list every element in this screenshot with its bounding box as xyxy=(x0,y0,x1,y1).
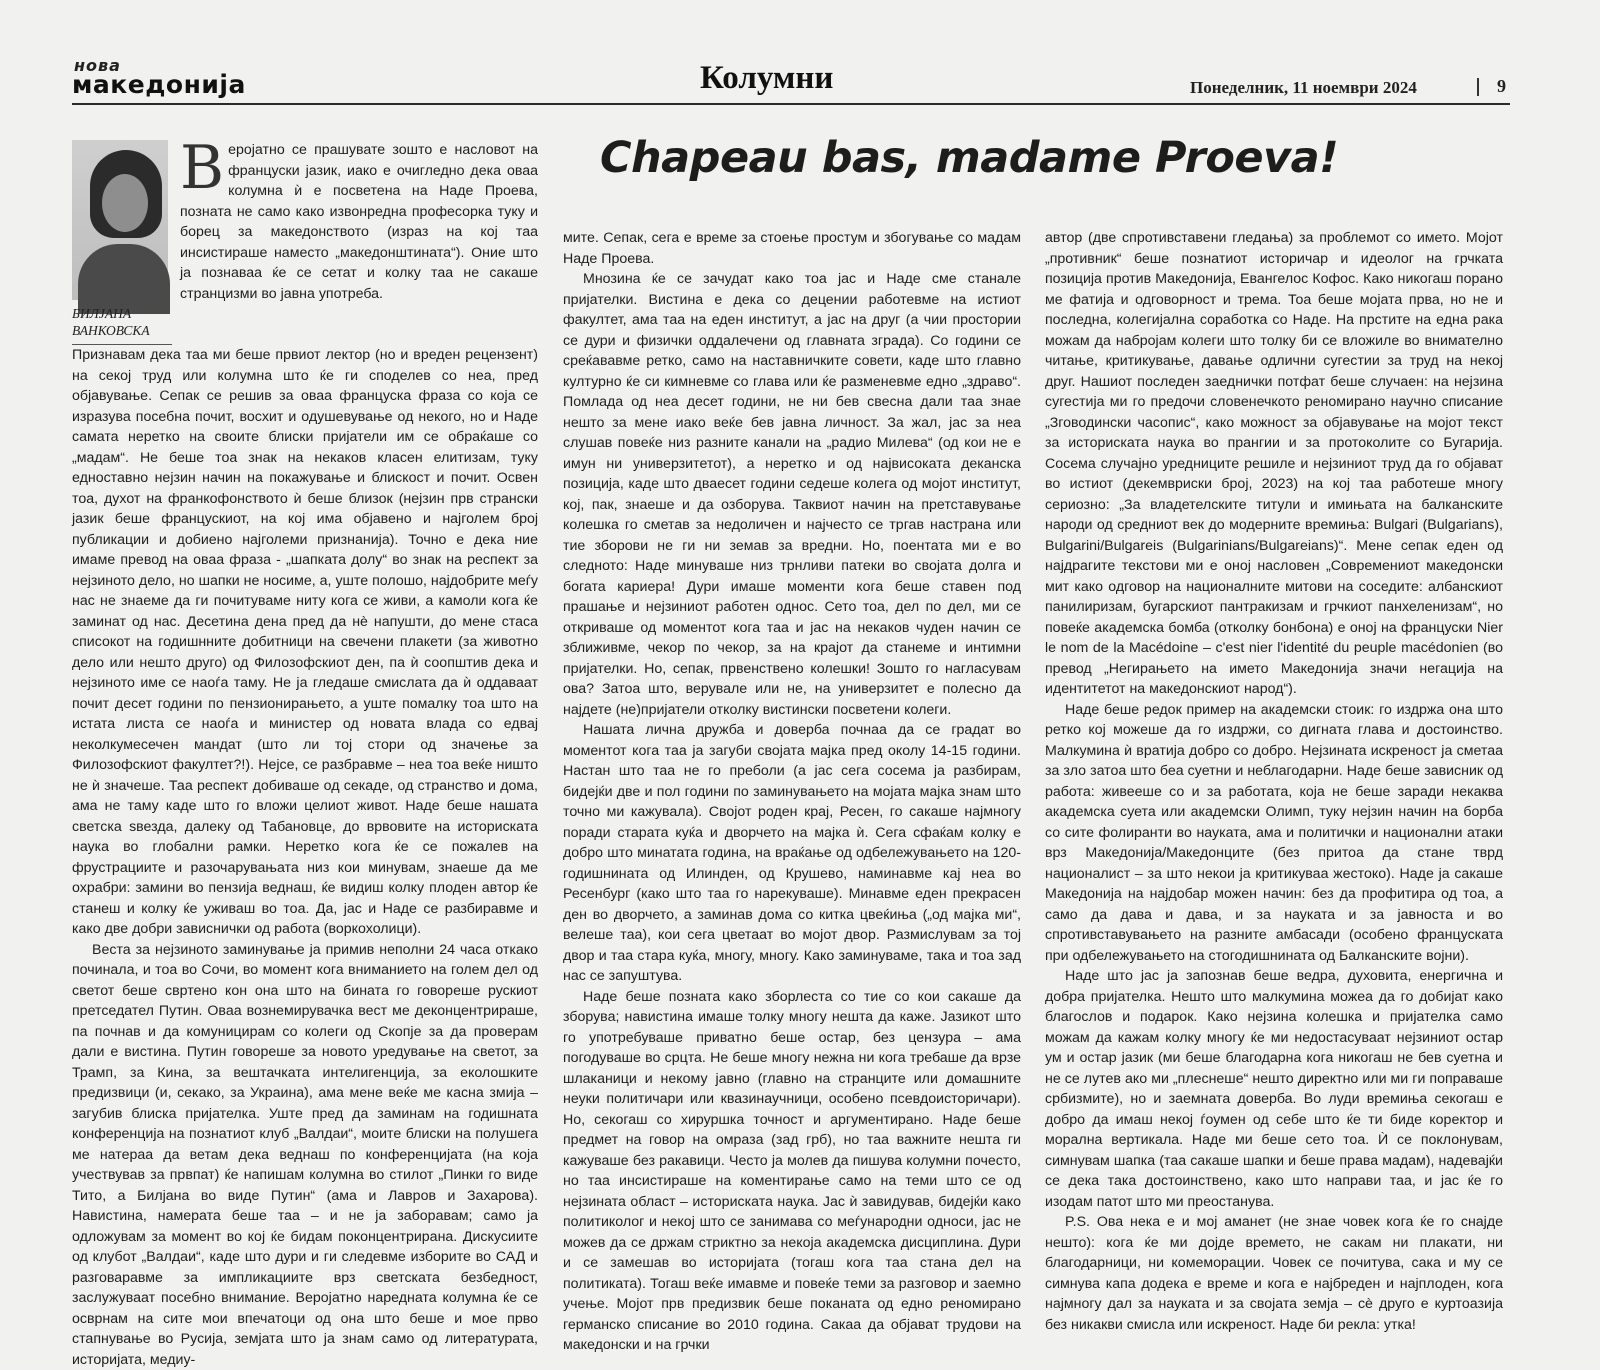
issue-date: Понеделник, 11 ноември 2024 xyxy=(1190,78,1417,98)
col3-paragraph-3: Наде што јас ја запознав беше ведра, духовита, енергична и добра пријателка. Нешто што малкумина можеа да го добијат како благослов и подарок. Како нејзина колешка и пријателка само можам да кажам колку многу ќе ми недостасуваат нејзиниот остар ум и остар јазик (ми беше благодарна кога никогаш не бев суетна и не се лутев ако ми „плеснеше“ нешто директно или ми ги поправаше србизмите), но и заемната доверба. Во луди времиња секогаш е добро да имаш некој ѓоумен од себе што ќе ти биде коректор и морална вертикала. Наде ми беше сето тоа. Ѝ се поклонувам, симнувам шапка (таа сакаше шапки и беше права мадам), надевајќи се дека така достоинствено, како што направи таа, и јас ќе го изодам патот што ми преостанува. xyxy=(1045,966,1503,1212)
author-byline xyxy=(72,305,172,339)
author-last-name: ВАНКОВСКА xyxy=(72,322,172,339)
page-number: 9 xyxy=(1497,76,1506,97)
section-title: Колумни xyxy=(700,60,900,97)
col2-paragraph-4: Наде беше позната како зборлеста со тие со кои сакаше да зборува; навистина имаше толку многу нешта да каже. Јазикот што го употребуваше приватно беше остар, без цензура – ама погодуваше во срцта. Не беше многу нежна ни кога требаше да врзе шлаканици и некому јавно (главно на странците или домашните неуки политичари или квазинаучници, особено псевдоисторичари). Но, секогаш со хируршка точност и аргументирано. Наде беше предмет на говор на омраза (зад грб), но таа важните нешта ги кажуваше без ракавици. Често ја молев да пишува колумни почесто, но таа инсистираше на коментирање само на теми што се од нејзината област – историската наука. Јас ѝ завидував, бидејќи како политиколог и некој што се занимава со меѓународни односи, јас не можев да се држам стриктно за некоја академска дисциплина. Дури и се замешав во историјата (тогаш кога таа стана дел на политиката). Тогаш веќе имавме и повеќе теми за разговор и заемно учење. Мојот прв предизвик беше поканата од едно реномирано германско списание во 2010 година. Сакаа да објават трудови на македонски и на грчки xyxy=(563,987,1021,1356)
col3-paragraph-4: P.S. Ова нека е и мој аманет (не знае човек кога ќе го снајде нешто): кога ќе ми дојде времето, не сакам ни плакати, ни благодарници, ни комеморации. Човек се почитува, сака и му се симнува капа додека е време и кога е најбреден и најплоден, кога најмногу дал за науката и за својата земја – сè друго е куртоазија без никакви смисла или искреност. Наде би рекла: утка! xyxy=(1045,1212,1503,1335)
col2-paragraph-3: Нашата лична дружба и доверба почнаа да се градат во моментот кога таа ја загуби својата мајка пред околу 14-15 години. Настан што таа не го преболи (а јас сега сосема ја разбирам, бидејќи две и пол години по заминувањето на мојата мајка знам што точно ми кажувала). Својот роден крај, Ресен, го сакаше најмногу поради старата куќа и дворчето на мајка ѝ. Сега сфаќам колку е добро што минатата година, на враќање од одбележувањето на 120-годишнината од Илинден, од Крушево, наминавме кај неа во Ресенбург (како што таа го нарекуваше). Минавме еден прекрасен ден во дворчето, а заминав дома со китка цвеќиња („од мајка ми“, велеше таа), кои сега цветаат во мојот двор. Размислувам за тој двор и таа стара куќа, многу, многу. Како заминуваме, така и тоа зад нас се запуштува. xyxy=(563,720,1021,987)
author-first-name: БИЛЈАНА xyxy=(72,305,172,322)
author-photo xyxy=(72,140,168,300)
col3-paragraph-1: автор (две спротивставени гледања) за проблемот со името. Мојот „противник“ беше познатиот историчар и идеолог на грчката позиција против Македонија, Евангелос Кофос. Како никогаш порано ме фатија и одговорност и трема. Тоа беше мојата прва, но не и последна, колегијална соработка со Наде. На прстите на една рака можам да набројам колеги што толку би се вложиле во внимателно читање, критикување, давање одлични сугестии за труд на некој друг. Нашиот последен заеднички потфат беше случаен: на нејзина сугестија ми го предочи словенечкото реномирано научно списание „Зговодински часопис“, како можност за објавување на мојот текст за историската наука во прангии и за протоколите со Бугарија. Сосема случајно уредниците решиле и нејзиниот труд да го објават во истиот (декемвриски број, 2023) на кој таа работеше многу сериозно: „За владетелските титули и имињата на балканските народи од средниот век до модерните времиња: Bulgari (Bulgarians), Bulgarini/Bulgareis (Bulgarinians/Bulgareians)“. Мене сепак еден од најдрагите текстови ми е оној насловен „Современиот македонски мит како одговор на националните митови на соседите: албанскиот панилиризам, бугарскиот пантракизам и грчкиот панхеленизам“, но повеќе академска бомба (отколку бонбона) е оној на француски Nier le nom de la Macédoine – c'est nier l'identité du peuple macédonien (во превод „Негирањето на името Македонија значи негација на идентитетот на македонскиот народ“). xyxy=(1045,228,1503,700)
newspaper-logo[interactable] xyxy=(72,56,262,104)
col2-paragraph-1: мите. Сепак, сега е време за стоење простум и збогување со мадам Наде Проева. xyxy=(563,228,1021,269)
column-1 xyxy=(72,345,538,1330)
page-separator xyxy=(1477,78,1479,96)
article-lede xyxy=(180,140,538,345)
col1-paragraph-2: Веста за нејзиното заминување ја примив неполни 24 часа откако починала, и тоа во Сочи, во момент кога вниманието на голем дел од светот беше свртено кон она што на бината го говореше рускиот претседател Путин. Оваа вознемирувачка вест ме деконцентрираше, па почнав и да комуницирам со колеги од Скопје за да проверам дали е вистина. Путин говореше за новото уредување на светот, за Трамп, за Кина, за вештачката интелигенција, за еколошките предизвици (и, секако, за Украина), ама мене веќе ме касна змија – загубив блиска пријателка. Уште пред да заминам на годишната конференција на познатиот клуб „Валдаи“, моите блиски на полушега ме натераа да ветам дека веднаш по конференцијата (на која учествував за првпат) ќе напишам колумна во стилот „Пинки го виде Тито, а Билјана во виде Путин“ (ама и Лавров и Захарова). Навистина, намерата беше таа – и не ја заборавам; само ја одложувам за момент во кој ќе бидам поконцентрирана. Дискусиите од клубот „Валдаи“, каде што дури и ги следевме изборите во САД и разговаравме за импликациите врз светската безбедност, заслужуваат посебно внимание. Веројатно наредната колумна ќе се осврнам на сите мои впечатоци од она што беше и мое прво стапнување во Русија, земјата што ја знам само од литературата, историјата, медиу- xyxy=(72,940,538,1370)
col2-paragraph-2: Мнозина ќе се зачудат како тоа јас и Наде сме станале пријателки. Вистина е дека со децении работевме на истиот факултет, ама таа на еден институт, а јас на друг (а чии простории се дури и физички оддалечени од главната зграда). Со години се среќававме ретко, само на наставничките совети, каде што главно културно ќе си кимневме со глава или ќе разменевме едно „здраво“. Помлада од неа десет години, не ни бев свесна дали таа знае нешто за мене иако веќе бев јавна личност. За жал, јас за неа слушав повеќе низ разните канали на „радио Милева“ (од кои не е имун ни универзитетот), а неретко и од највисоката деканска позиција, каде што дваесет години седеше колега од мојот институт, кој, пак, знаеше и да озборува. Таквиот начин на претставување колешка го сметав за недоличен и најчесто се тргав настрана или тие зборови не ги ни земав за вредни. Но, поентата ми е во следното: Наде минуваше низ трнливи патеки во својата долга и богата кариера! Дури имаше моменти кога беше ставен под прашање и нејзиниот работен однос. Сето тоа, дел по дел, ми се откриваше од моментот кога таа и јас на некаков чуден начин се зближивме, чекор по чекор, за на крајот да станеме и интимни пријателки. Но, сепак, првенствено колешки! Зошто го нагласувам ова? Затоа што, верувале или не, на универзитет е полесно да најдете (не)пријатели отколку вистински посветени колеги. xyxy=(563,269,1021,720)
col1-paragraph-1: Признавам дека таа ми беше првиот лектор (но и вреден рецензент) на секој труд или колумна што ќе ги споделев со неа, пред објавување. Сепак се решив за оваа француска фраза со која се изразува посебна почит, восхит и одушевување од некого, но и Наде самата неретко на своите блиски пријатели им се обраќаше со „мадам“. Не беше тоа знак на некаков класен елитизам, туку едноставно нејзин начин на покажување и блискост и почит. Освен тоа, духот на франкофонството ѝ беше близок (нејзин прв странски јазик беше францускиот, на кој има објавено и најголем број публикации и добиено најголеми признанија). Точно е дека ние имаме превод на оваа фраза - „шапката долу“ во знак на респект за нејзиното дело, но шапки не носиме, а, уште полошо, најдобрите меѓу нас не знаеме да ги почитуваме ниту кога се живи, а камоли кога ќе заминат од нас. Десетина дена пред да нè напушти, до мене стаса списокот на годишнните добитници на свечени плакети (за животно дело или нешто друго) од Филозофскиот ден, па ѝ соопштив дека и нејзиното име се наоѓа таму. Не ја гледаше смислата да ѝ оддаваат почит десет години по пензионирањето, а уште помалку тоа што на истата листа се наоѓа и министер од новата влада со едвај неколкумесечен мандат (што ли тој стори од значење за Филозофскиот факултет?!). Нејсе, се разбравме – неа тоа веќе ништо не ѝ значеше. Таа респект добиваше од секаде, од странство и дома, ама не таму каде што го вложи целиот живот. Наде беше нашата светска ѕвезда, далеку од Табановце, до врвовите на историската наука во глобални рамки. Неретко кога ќе се пожалев на фрустрациите и разочарувањата низ кои минувам, знаеше да ме охрабри: замини во пензија веднаш, ќе видиш колку плоден автор ќе станеш и колку ќе уживаш во тоа. Да, јас и Наде се разбиравме и како две добри зависнички од работа (воркохолици). xyxy=(72,345,538,940)
drop-cap: В xyxy=(180,144,224,192)
masthead xyxy=(0,0,1600,110)
lede-text: ероjатно се прашувате зошто е насловот на француски јазик, иако е очигледно дека оваа колумна ѝ е посветена на Наде Проева, позната не само како извонредна професорка туку и борец за македонството (израз на кој таа инсистираше наместо „македонштината“). Оние што ја познаваа ќе се сетат и колку таа не сакаше странцизми во јавна употреба. xyxy=(180,142,538,302)
article-headline: Chapeau bas, madame Proeva! xyxy=(600,133,1500,183)
author-photo-face xyxy=(102,174,148,232)
logo-small-text: нова xyxy=(74,56,121,75)
col3-paragraph-2: Наде беше редок пример на академски стоик: го издржа она што ретко кој можеше да го издржи, со дигната глава и достоинство. Малкумина ѝ вратија добро со добро. Нејзината искреност ја сметаа за зло затоа што беа суетни и неблагодарни. Наде беше зависник од работа: живееше со и за работата, која не беше заради некаква академска суета или академски Олимп, туку нејзин начин на борба со сите фолиранти во науката, ама и политички и национални атаки врз Македонија/Македонците (без притоа да стане тврд националист – за што некои ја критикуваа жестоко). Наде ја сакаше Македонија на најдобар можен начин: без да профитира од тоа, а само да дава и дава, и за науката и за јавноста и во спротивставувањето на разните амбасади (особено француската при одбележувањето на стогодишнината од Балканските војни). xyxy=(1045,700,1503,967)
column-3 xyxy=(1045,228,1503,1330)
logo-big-text: македонија xyxy=(72,70,246,99)
header-rule xyxy=(72,103,1510,105)
column-2 xyxy=(563,228,1021,1330)
author-photo-body xyxy=(78,244,170,314)
